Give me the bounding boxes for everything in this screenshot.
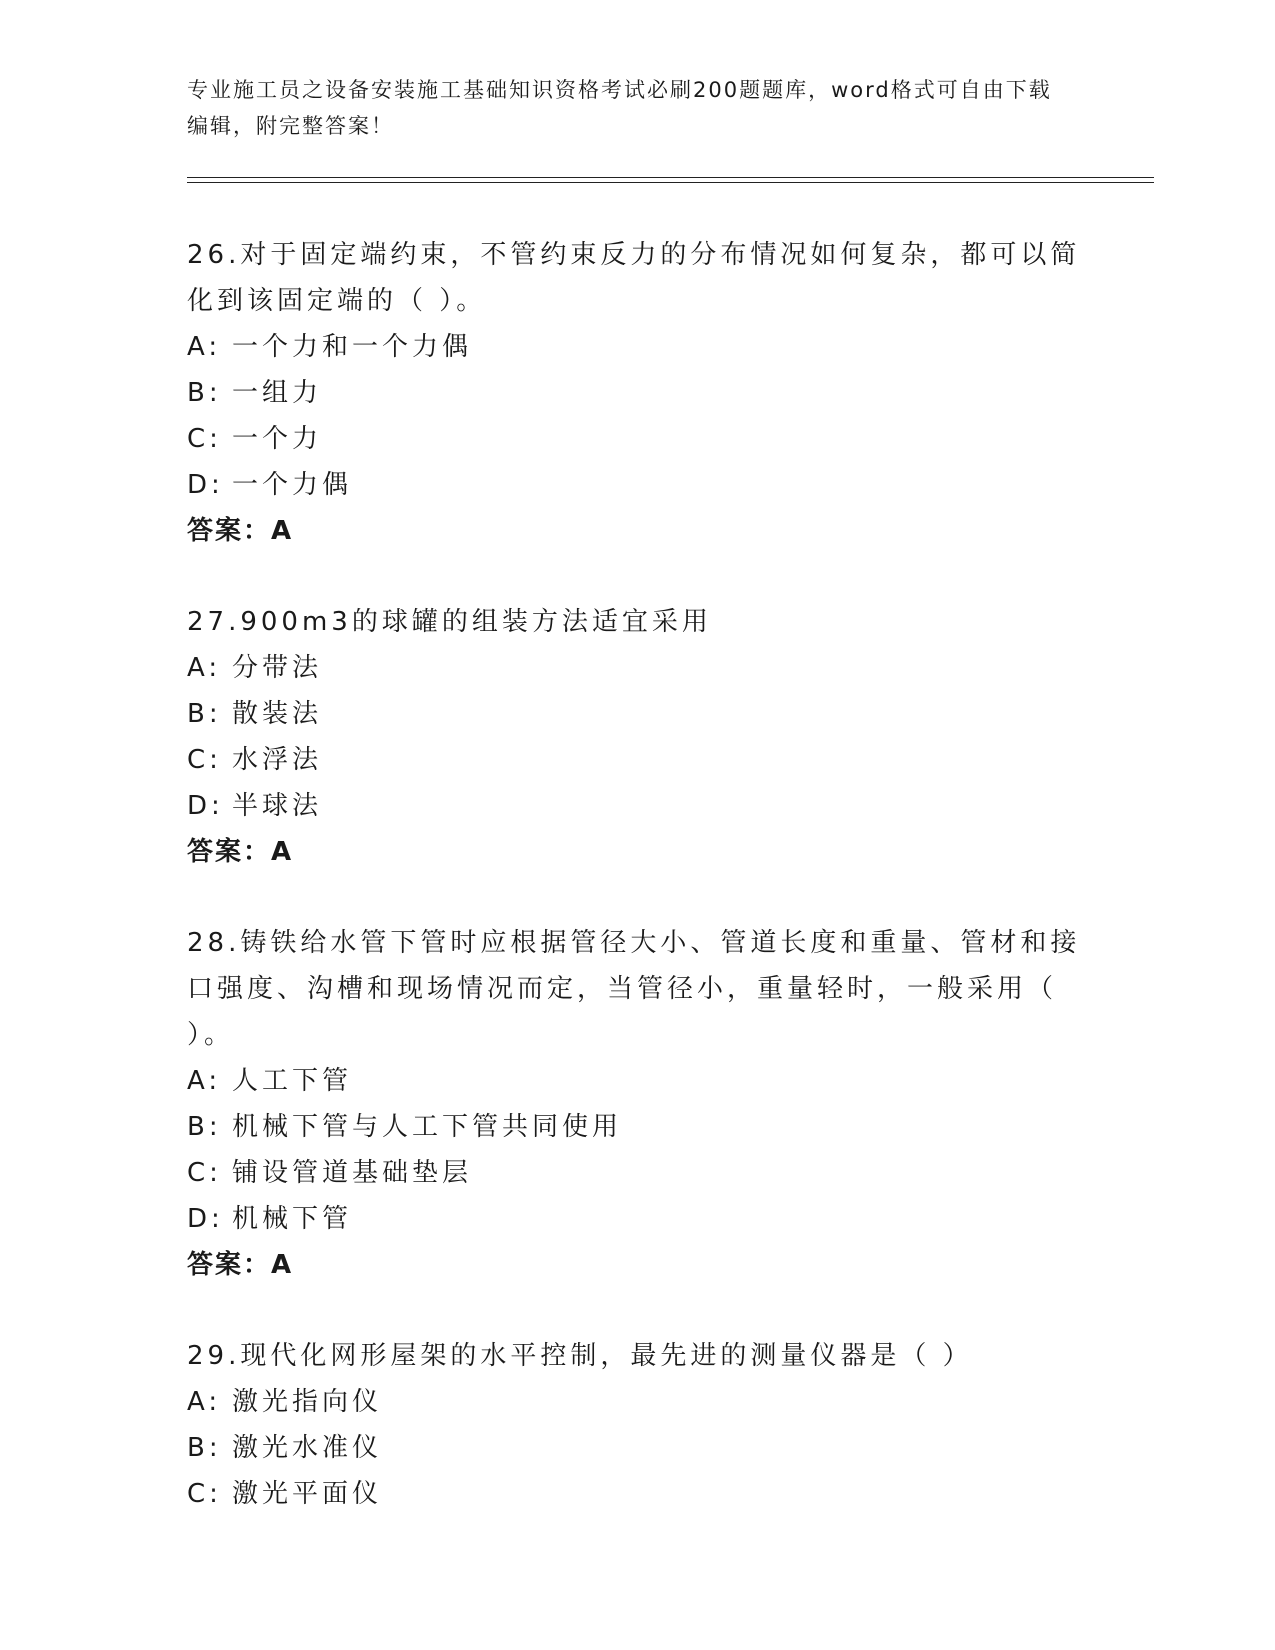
option-b — [187, 1425, 1087, 1471]
option-letter: B: — [187, 699, 222, 729]
document-header-text: 专业施工员之设备安装施工基础知识资格考试必刷200题题库，word格式可自由下载编辑，附完整答案！ — [187, 78, 1052, 138]
question-text: 27.900m3的球罐的组装方法适宜采用 — [187, 607, 712, 637]
question-text: 29.现代化网形屋架的水平控制，最先进的测量仪器是（ ） — [187, 1341, 973, 1371]
option-text: 激光指向仪 — [232, 1387, 383, 1417]
option-text: 激光水准仪 — [232, 1433, 383, 1463]
option-a — [187, 1379, 1087, 1425]
option-b — [187, 1104, 1087, 1150]
option-text: 一个力偶 — [232, 470, 353, 500]
option-a — [187, 645, 1087, 691]
option-text: 铺设管道基础垫层 — [232, 1158, 473, 1188]
option-letter: A: — [187, 1066, 222, 1096]
option-c — [187, 1471, 1087, 1517]
option-letter: A: — [187, 1387, 222, 1417]
option-text: 一个力 — [232, 424, 323, 454]
answer-line: 答案：A — [187, 837, 294, 867]
header-divider-top — [187, 177, 1154, 178]
option-letter: C: — [187, 424, 222, 454]
option-letter: D: — [187, 470, 224, 500]
question-28 — [187, 920, 1087, 1288]
option-text: 激光平面仪 — [232, 1479, 383, 1509]
answer-line: 答案：A — [187, 1250, 294, 1280]
option-text: 人工下管 — [232, 1066, 353, 1096]
option-text: 机械下管与人工下管共同使用 — [232, 1112, 623, 1142]
option-d — [187, 462, 1087, 508]
option-letter: A: — [187, 332, 222, 362]
option-letter: B: — [187, 1433, 222, 1463]
option-text: 分带法 — [232, 653, 323, 683]
option-text: 散装法 — [232, 699, 323, 729]
option-c — [187, 1150, 1087, 1196]
option-text: 一个力和一个力偶 — [232, 332, 473, 362]
option-letter: B: — [187, 1112, 222, 1142]
option-letter: B: — [187, 378, 222, 408]
option-letter: A: — [187, 653, 222, 683]
question-list — [187, 232, 1087, 1562]
question-29 — [187, 1333, 1087, 1517]
answer-line: 答案：A — [187, 516, 294, 546]
option-text: 一组力 — [232, 378, 323, 408]
option-b — [187, 370, 1087, 416]
option-text: 水浮法 — [232, 745, 323, 775]
option-letter: C: — [187, 1158, 222, 1188]
question-26 — [187, 232, 1087, 554]
option-a — [187, 324, 1087, 370]
question-27 — [187, 599, 1087, 875]
question-text: 28.铸铁给水管下管时应根据管径大小、管道长度和重量、管材和接口强度、沟槽和现场情况而定，当管径小，重量轻时，一般采用（ ）。 — [187, 928, 1081, 1050]
option-letter: D: — [187, 1204, 224, 1234]
option-c — [187, 737, 1087, 783]
option-letter: C: — [187, 1479, 222, 1509]
option-c — [187, 416, 1087, 462]
option-text: 机械下管 — [232, 1204, 353, 1234]
question-text: 26.对于固定端约束，不管约束反力的分布情况如何复杂，都可以简化到该固定端的（ ）。 — [187, 240, 1081, 316]
header-divider-bottom — [187, 182, 1154, 183]
option-d — [187, 1196, 1087, 1242]
option-text: 半球法 — [232, 791, 323, 821]
option-d — [187, 783, 1087, 829]
option-letter: D: — [187, 791, 224, 821]
option-b — [187, 691, 1087, 737]
option-letter: C: — [187, 745, 222, 775]
option-a — [187, 1058, 1087, 1104]
